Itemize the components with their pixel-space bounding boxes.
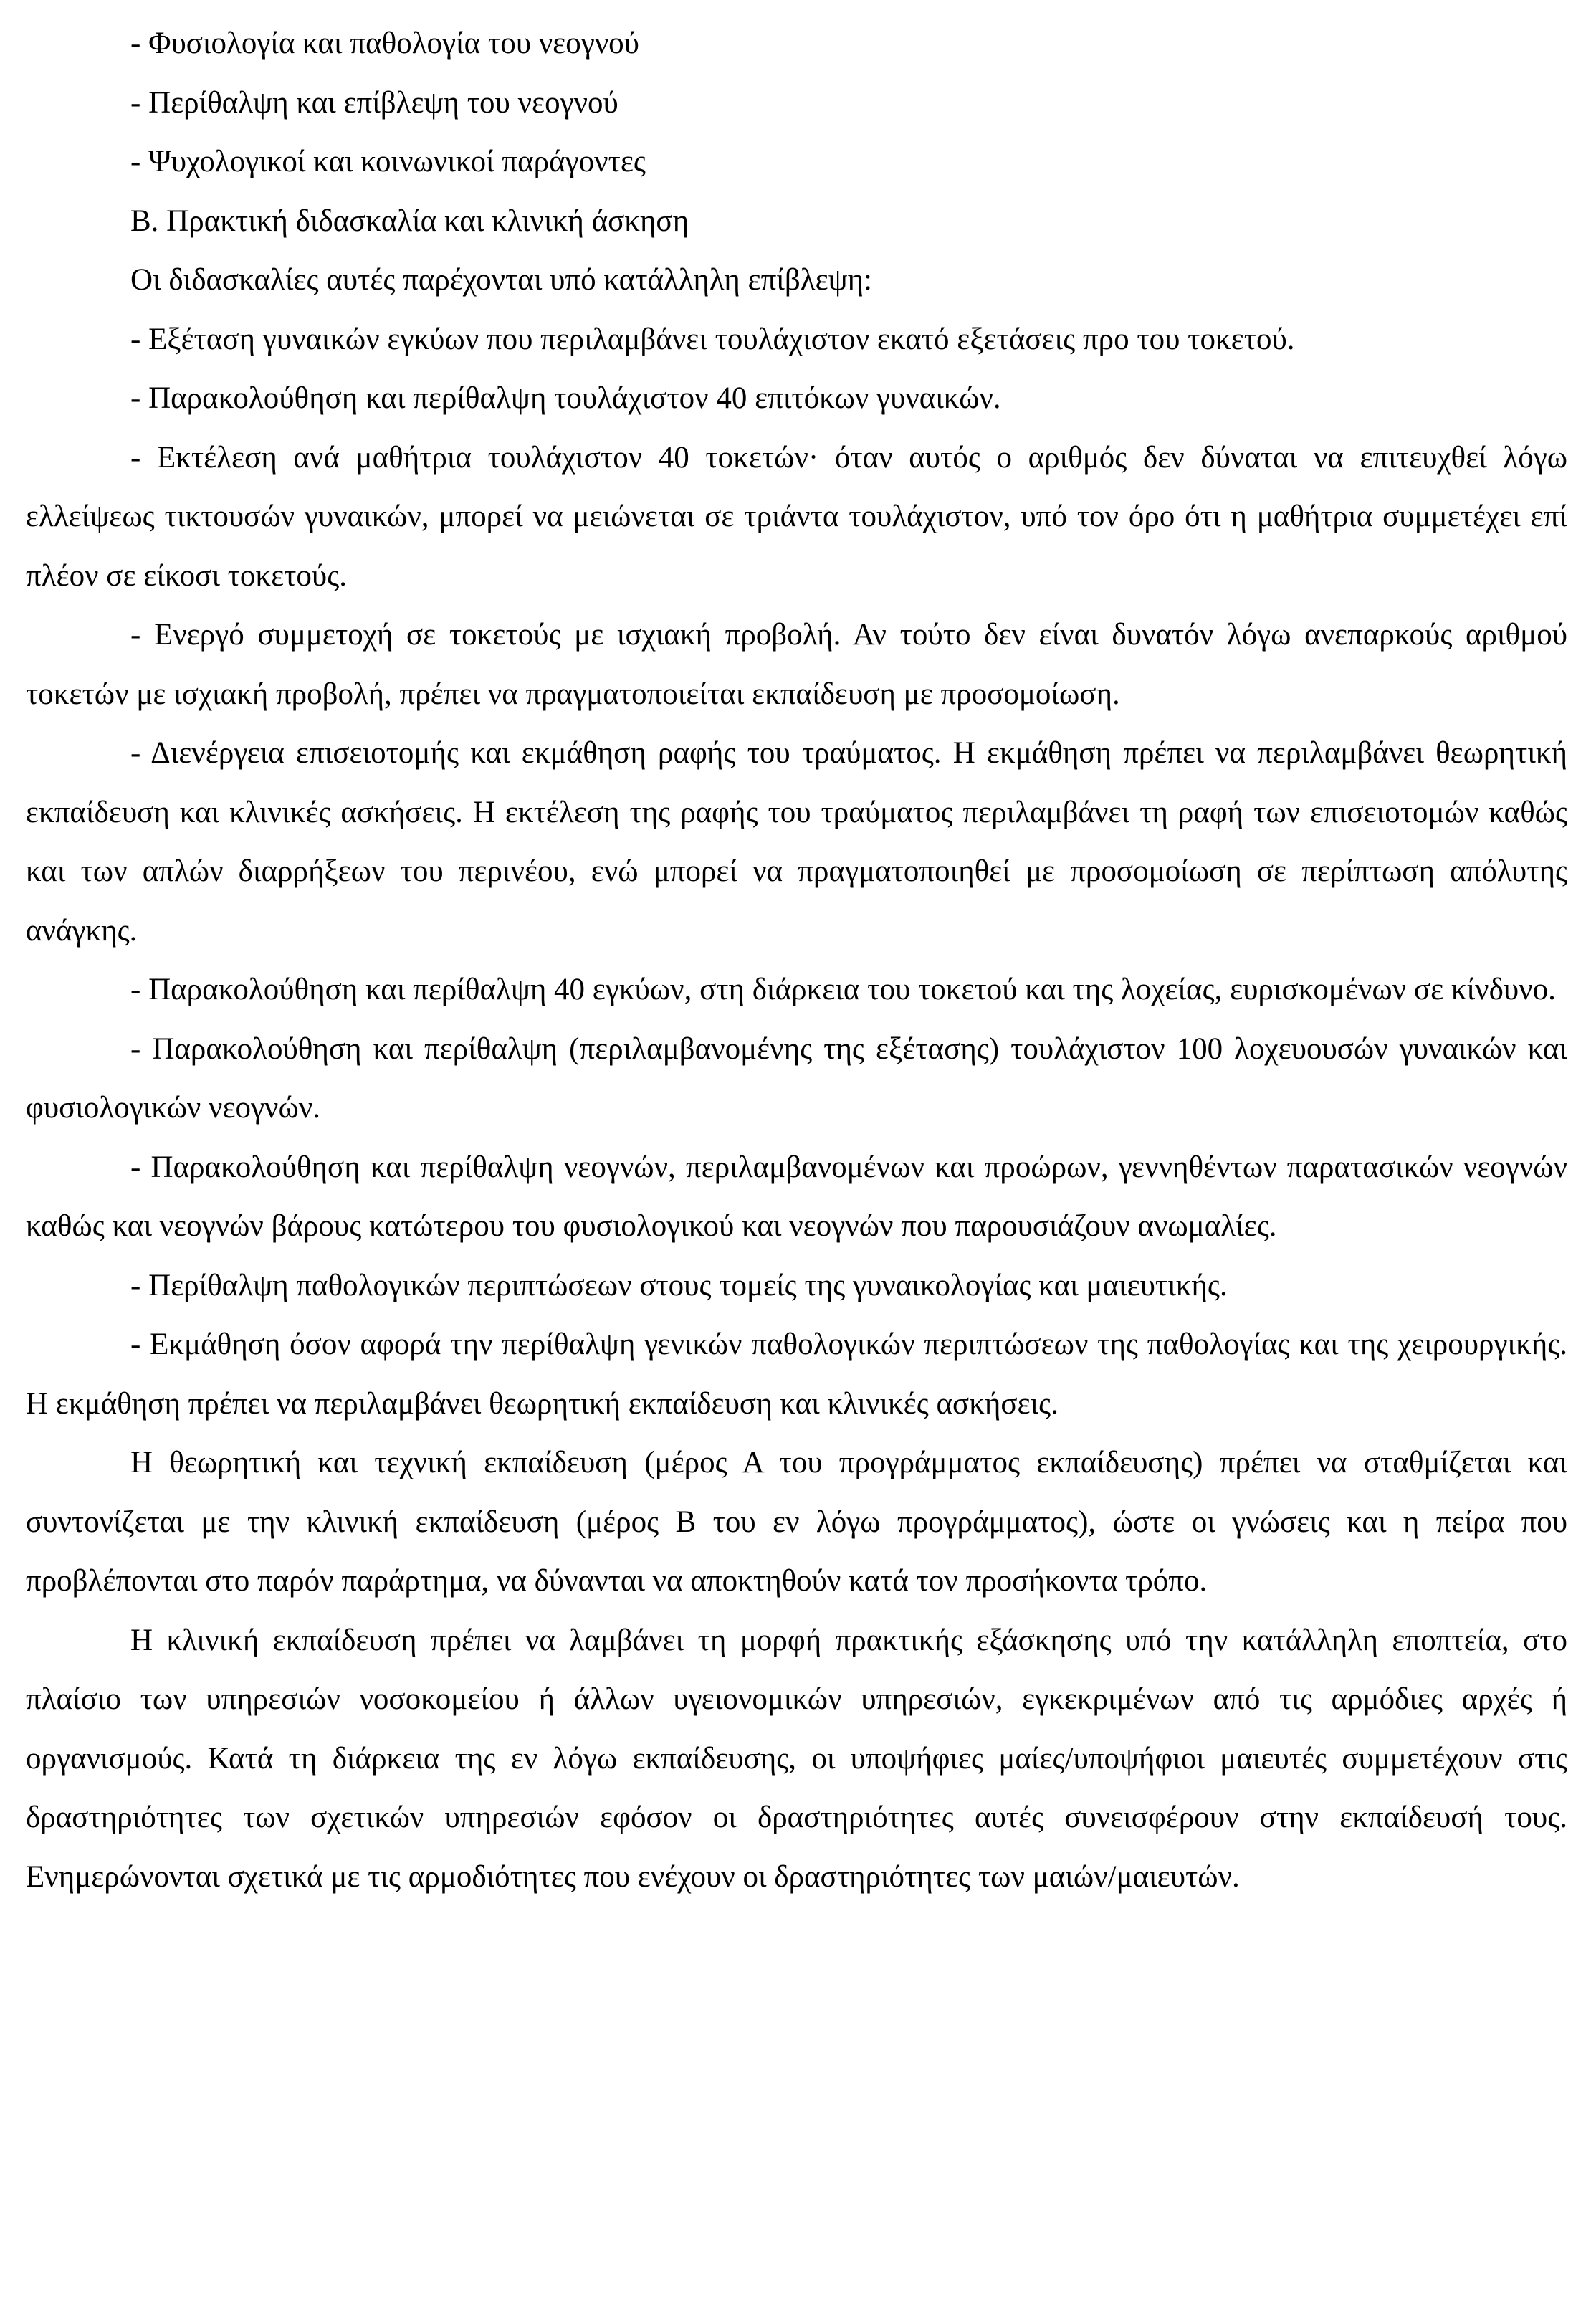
list-item-neonate-physiology: - Φυσιολογία και παθολογία του νεογνού [130, 27, 639, 60]
list-item-neonate-care: - Περίθαλψη και επίβλεψη του νεογνού [130, 85, 618, 120]
list-item-deliveries: - Εκτέλεση ανά μαθήτρια τουλάχιστον 40 τοκετών· όταν αυτός ο αριθμός δεν δύναται να επιτευχθεί λόγω ελλείψεως τικτουσών γυναικών, μπορεί να μειώνεται σε τριάντα τουλάχιστον, υπό τον όρο ότι η μαθήτρια συμμετέχει επί πλέον σε είκοσι τοκετούς. [26, 440, 1567, 593]
document-body [26, 14, 1567, 1907]
list-item-general-pathology: - Εκμάθηση όσον αφορά την περίθαλψη γενικών παθολογικών περιπτώσεων της παθολογίας και της χειρουργικής. Η εκμάθηση πρέπει να περιλαμβάνει θεωρητική εκπαίδευση και κλινικές ασκήσεις. [26, 1328, 1567, 1421]
paragraph-training-coordination: Η θεωρητική και τεχνική εκπαίδευση (μέρος Α του προγράμματος εκπαίδευσης) πρέπει να σταθμίζεται και συντονίζεται με την κλινική εκπαίδευση (μέρος Β του εν λόγω προγράμματος), ώστε οι γνώσεις και η πείρα που προβλέπονται στο παρόν παράρτημα, να δύνανται να αποκτηθούν κατά τον προσήκοντα τρόπο. [26, 1446, 1567, 1598]
list-item-prenatal-exams: - Εξέταση γυναικών εγκύων που περιλαμβάνει τουλάχιστον εκατό εξετάσεις προ του τοκετού. [130, 322, 1295, 356]
list-item-postnatal-care: - Παρακολούθηση και περίθαλψη (περιλαμβανομένης της εξέτασης) τουλάχιστον 100 λοχευουσών γυναικών και φυσιολογικών νεογνών. [26, 1031, 1567, 1125]
list-item-at-risk-pregnancies: - Παρακολούθηση και περίθαλψη 40 εγκύων, στη διάρκεια του τοκετού και της λοχείας, ευρισκομένων σε κίνδυνο. [130, 973, 1556, 1006]
list-item-pathological-gynaecology: - Περίθαλψη παθολογικών περιπτώσεων στους τομείς της γυναικολογίας και μαιευτικής. [130, 1268, 1228, 1302]
list-item-newborn-care: - Παρακολούθηση και περίθαλψη νεογνών, περιλαμβανομένων και προώρων, γεννηθέντων παρατασικών νεογνών καθώς και νεογνών βάρους κατώτερου του φυσιολογικού και νεογνών που παρουσιάζουν ανωμαλίες. [26, 1150, 1567, 1243]
supervision-intro: Οι διδασκαλίες αυτές παρέχονται υπό κατάλληλη επίβλεψη: [130, 263, 873, 297]
list-item-episiotomy: - Διενέργεια επισειοτομής και εκμάθηση ραφής του τραύματος. Η εκμάθηση πρέπει να περιλαμβάνει θεωρητική εκπαίδευση και κλινικές ασκήσεις. Η εκτέλεση της ραφής του τραύματος περιλαμβάνει τη ραφή των επισειοτομών καθώς και των απλών διαρρήξεων του περινέου, ενώ μπορεί να πραγματοποιηθεί με προσομοίωση σε περίπτωση απόλυτης ανάγκης. [26, 736, 1567, 948]
list-item-labour-monitoring: - Παρακολούθηση και περίθαλψη τουλάχιστον 40 επιτόκων γυναικών. [130, 381, 1001, 415]
list-item-breech-delivery: - Ενεργό συμμετοχή σε τοκετούς με ισχιακή προβολή. Αν τούτο δεν είναι δυνατόν λόγω ανεπαρκούς αριθμού τοκετών με ισχιακή προβολή, πρέπει να πραγματοποιείται εκπαίδευση με προσομοίωση. [26, 618, 1567, 711]
list-item-psychosocial-factors: - Ψυχολογικοί και κοινωνικοί παράγοντες [130, 145, 646, 178]
section-heading-practical-training: Β. Πρακτική διδασκαλία και κλινική άσκηση [130, 204, 689, 238]
paragraph-clinical-training: Η κλινική εκπαίδευση πρέπει να λαμβάνει τη μορφή πρακτικής εξάσκησης υπό την κατάλληλη εποπτεία, στο πλαίσιο των υπηρεσιών νοσοκομείου ή άλλων υγειονομικών υπηρεσιών, εγκεκριμένων από τις αρμόδιες αρχές ή οργανισμούς. Κατά τη διάρκεια της εν λόγω εκπαίδευσης, οι υποψήφιες μαίες/υποψήφιοι μαιευτές συμμετέχουν στις δραστηριότητες των σχετικών υπηρεσιών εφόσον οι δραστηριότητες αυτές συνεισφέρουν στην εκπαίδευσή τους. Ενημερώνονται σχετικά με τις αρμοδιότητες που ενέχουν οι δραστηριότητες των μαιών/μαιευτών. [26, 1623, 1567, 1894]
